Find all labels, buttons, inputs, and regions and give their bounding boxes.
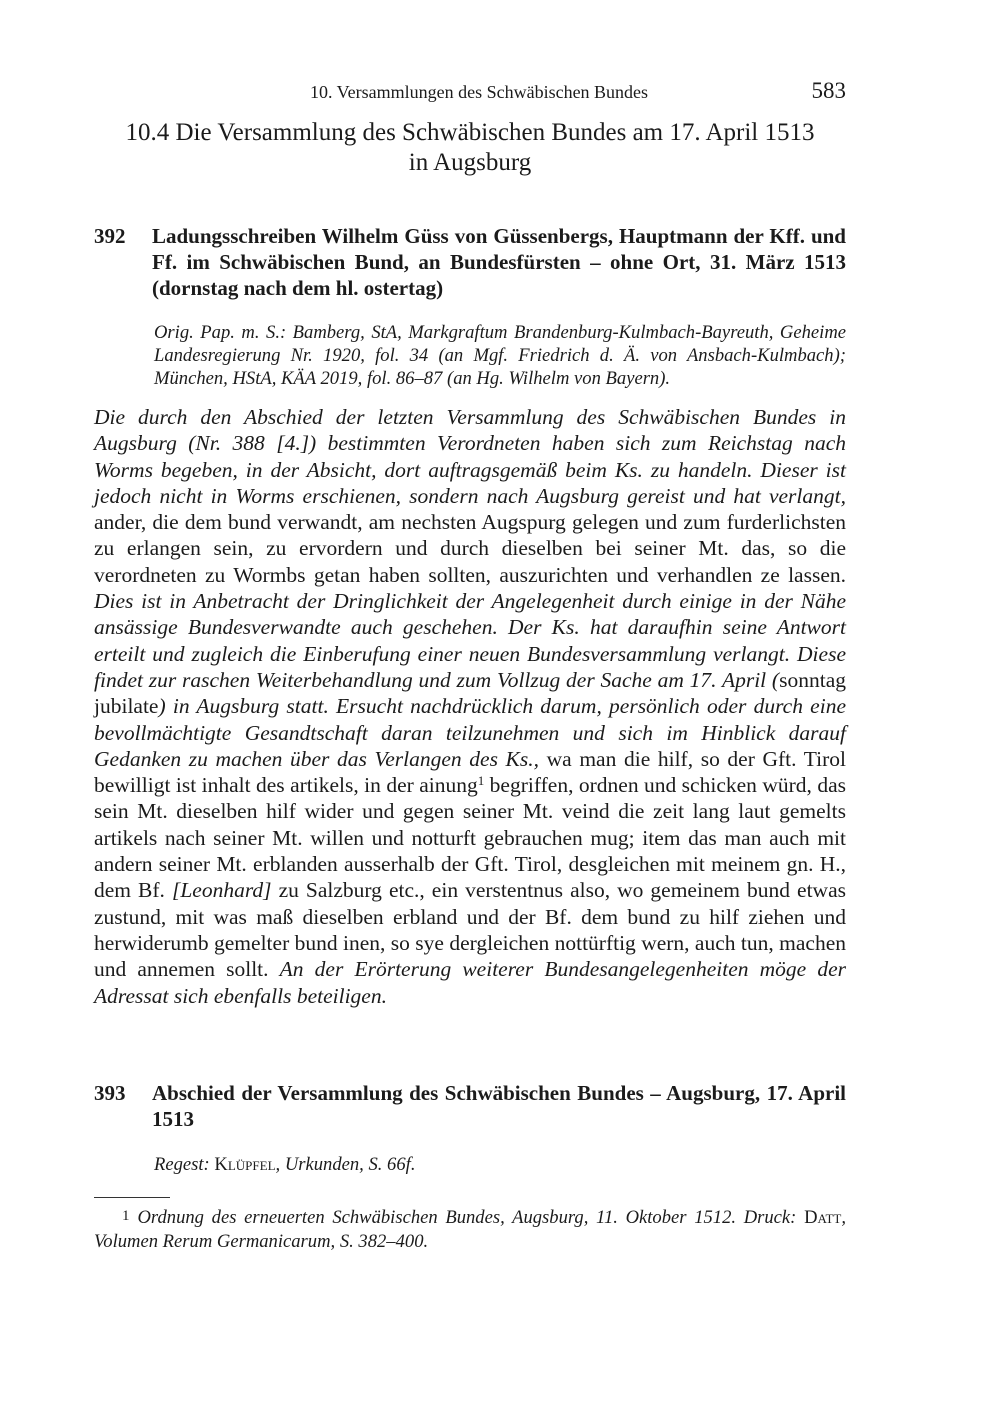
entry-393-source	[154, 1153, 846, 1176]
running-head	[94, 78, 846, 108]
body-quote-3: begriffen, ordnen und schicken würd, das sein Mt. dieselben hilf wider und gegen seiner Mt. veind die zeit lang laut gemelts artikels nach seiner Mt. willen und notturft gebrauchen mug; item das man auch mit andern seiner Mt. erblanden ausserhalb der Gft. Tirol, desgleichen mit meinem gn. H., dem Bf.	[94, 773, 846, 903]
entry-392-source: Orig. Pap. m. S.: Bamberg, StA, Markgraftum Brandenburg-Kulmbach-Bayreuth, Geheime Landesregierung Nr. 1920, fol. 34 (an Mgf. Friedrich d. Ä. von Ansbach-Kulmbach); München, HStA, KÄA 2019, fol. 86–87 (an Hg. Wilhelm von Bayern).	[154, 322, 846, 389]
entry-number: 393	[94, 1081, 126, 1105]
entry-392-body	[94, 404, 846, 1009]
entry-393-heading	[94, 1080, 846, 1132]
body-quote-date: sonntag jubilate	[94, 667, 846, 719]
page-number: 583	[811, 78, 846, 103]
footnote-rest: , Volumen Rerum Germanicarum, S. 382–400.	[94, 1207, 846, 1252]
body-editorial-name: [Leonhard]	[171, 878, 272, 903]
entry-title: Ladungsschreiben Wilhelm Güss von Güssenbergs, Hauptmann der Kff. und Ff. im Schwäbischen Bund, an Bundesfürsten – ohne Ort, 31. März 1513 (dornstag nach dem hl. ostertag)	[152, 224, 846, 300]
footnote	[94, 1204, 846, 1254]
section-title	[94, 118, 846, 178]
body-quote-4: zu Salzburg etc., ein verstentnus also, wo gemeinem bund etwas zustund, mit was maß dieselben erbland und der Bf. dem bund zu hilf ziehen und herwiderumb gemelter bund inen, so sye dergleichen nottürftig wern, auch tun, machen und annemen sollt.	[94, 878, 846, 982]
section-title-line-1: 10.4 Die Versammlung des Schwäbischen Bundes am 17. April 1513	[125, 119, 815, 146]
entry-number: 392	[94, 224, 126, 248]
body-quote-1: ander, die dem bund verwandt, am nechsten Augspurg gelegen und zum furderlichsten zu erlangen sein, zu ervordern und durch dieselben bei seiner Mt. das, so die verordneten zu Wormbs getan haben sollten, auszurichten und verhandlen ze lassen.	[94, 510, 846, 587]
body-summary-3: ) in Augsburg statt. Ersucht nachdrücklich darum, persönlich oder durch eine bevollmächtigte Gesandtschaft daran teilzunehmen und sich im Hinblick darauf Gedanken zu machen über das Verlangen des Ks.,	[94, 694, 846, 771]
footnote-rule	[94, 1197, 170, 1198]
source-prefix: Regest:	[154, 1154, 215, 1175]
footnote-mark: 1	[122, 1208, 130, 1224]
footnote-author: Datt	[804, 1207, 842, 1228]
source-author: Klüpfel	[214, 1154, 276, 1175]
body-quote-2: wa man die hilf, so der Gft. Tirol bewilligt ist inhalt des artikels, in der ainung	[94, 746, 846, 798]
running-title: 10. Versammlungen des Schwäbischen Bundes	[309, 82, 649, 102]
body-summary-2: Dies ist in Anbetracht der Dringlichkeit der Angelegenheit durch einige in der Nähe ansässige Bundesverwandte auch geschehen. Der Ks. hat daraufhin seine Antwort erteilt und zugleich die Einberufung einer neuen Bundesversammlung verlangt. Diese findet zur raschen Weiterbehandlung und zum Vollzug der Sache am 17. April (	[94, 589, 846, 692]
body-summary-4: An der Erörterung weiterer Bundesangelegenheiten möge der Adressat sich ebenfalls beteiligen.	[94, 957, 846, 1008]
entry-title: Abschied der Versammlung des Schwäbischen Bundes – Augsburg, 17. April 1513	[152, 1081, 846, 1131]
section-title-line-2: in Augsburg	[408, 149, 532, 176]
entry-392-heading	[94, 223, 846, 301]
footnote-reference: 1	[477, 773, 485, 789]
source-rest: , Urkunden, S. 66f.	[275, 1154, 416, 1175]
body-summary-1: Die durch den Abschied der letzten Versammlung des Schwäbischen Bundes in Augsburg (Nr. 388 [4.]) bestimmten Verordneten haben sich zum Reichstag nach Worms begeben, in der Absicht, dort auftragsgemäß beim Ks. zu handeln. Dieser ist jedoch nicht in Worms erschienen, sondern nach Augsburg gereist und hat verlangt,	[94, 405, 846, 508]
document-page	[94, 0, 846, 1418]
footnote-text: Ordnung des erneuerten Schwäbischen Bundes, Augsburg, 11. Oktober 1512. Druck:	[137, 1207, 797, 1228]
